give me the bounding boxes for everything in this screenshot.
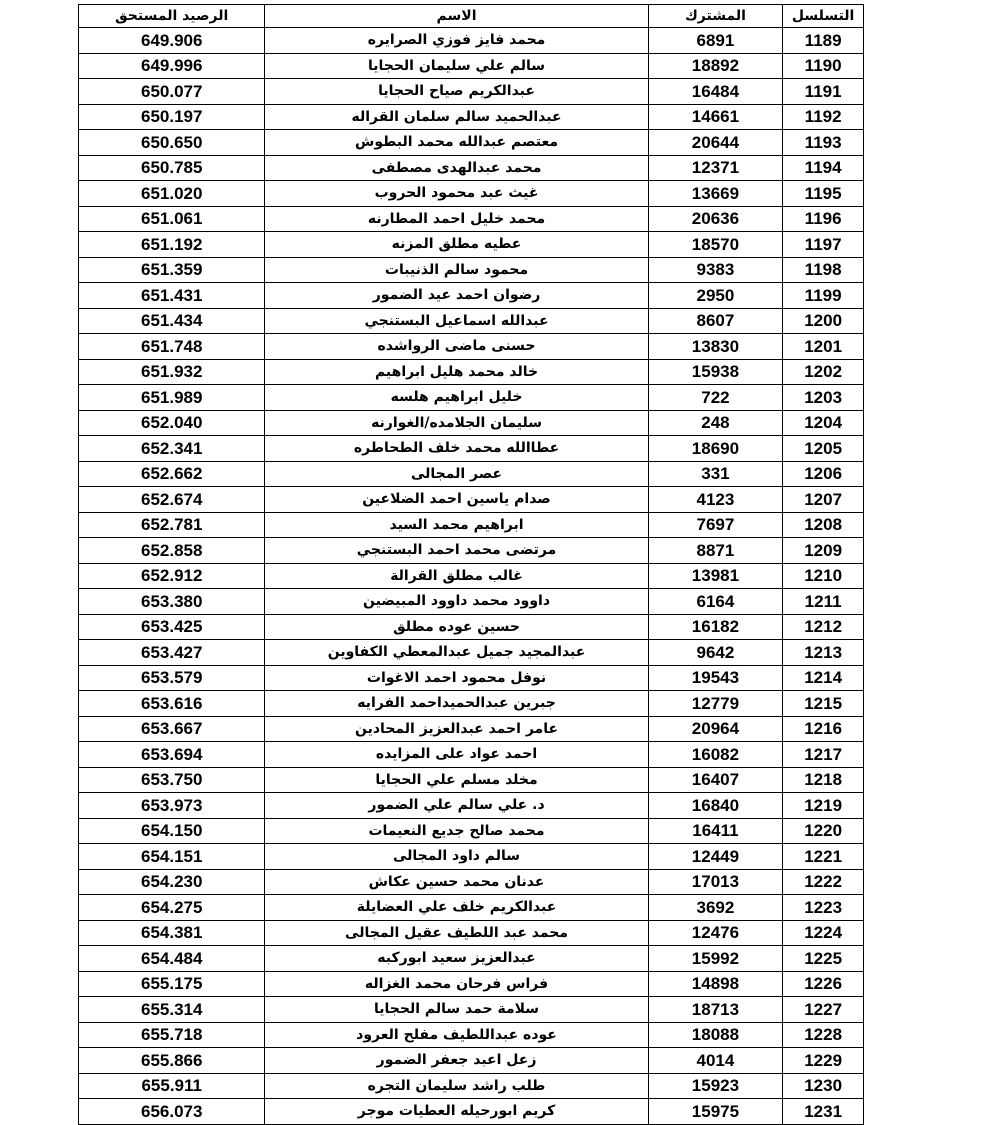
cell-name: كريم ابورحيله العطيات موجر <box>265 1099 648 1125</box>
cell-balance-due: 650.077 <box>79 79 265 105</box>
cell-balance-due: 652.781 <box>79 512 265 538</box>
cell-subscriber: 12779 <box>648 691 783 717</box>
table-row <box>79 257 864 283</box>
cell-sequence: 1228 <box>783 1022 864 1048</box>
cell-sequence: 1226 <box>783 971 864 997</box>
cell-name: غالب مطلق القرالة <box>265 563 648 589</box>
cell-balance-due: 653.579 <box>79 665 265 691</box>
table-row <box>79 716 864 742</box>
cell-balance-due: 653.425 <box>79 614 265 640</box>
cell-subscriber: 6891 <box>648 28 783 54</box>
cell-name: سليمان الجلامده/الغوارنه <box>265 410 648 436</box>
cell-subscriber: 20964 <box>648 716 783 742</box>
cell-subscriber: 15992 <box>648 946 783 972</box>
cell-balance-due: 649.996 <box>79 53 265 79</box>
cell-sequence: 1189 <box>783 28 864 54</box>
cell-sequence: 1191 <box>783 79 864 105</box>
cell-sequence: 1211 <box>783 589 864 615</box>
cell-balance-due: 653.380 <box>79 589 265 615</box>
cell-subscriber: 13669 <box>648 181 783 207</box>
cell-balance-due: 652.674 <box>79 487 265 513</box>
cell-sequence: 1208 <box>783 512 864 538</box>
cell-balance-due: 649.906 <box>79 28 265 54</box>
cell-balance-due: 652.662 <box>79 461 265 487</box>
cell-sequence: 1222 <box>783 869 864 895</box>
cell-balance-due: 654.381 <box>79 920 265 946</box>
table-row <box>79 130 864 156</box>
cell-balance-due: 652.040 <box>79 410 265 436</box>
cell-balance-due: 650.197 <box>79 104 265 130</box>
cell-sequence: 1198 <box>783 257 864 283</box>
cell-sequence: 1206 <box>783 461 864 487</box>
cell-balance-due: 651.989 <box>79 385 265 411</box>
cell-subscriber: 4123 <box>648 487 783 513</box>
cell-balance-due: 656.073 <box>79 1099 265 1125</box>
table-row <box>79 691 864 717</box>
balances-table <box>78 4 864 1125</box>
cell-name: غيث عبد محمود الحروب <box>265 181 648 207</box>
header-name: الاسم <box>265 5 648 28</box>
table-row <box>79 79 864 105</box>
cell-subscriber: 12371 <box>648 155 783 181</box>
cell-balance-due: 651.061 <box>79 206 265 232</box>
cell-balance-due: 652.341 <box>79 436 265 462</box>
cell-sequence: 1204 <box>783 410 864 436</box>
cell-sequence: 1207 <box>783 487 864 513</box>
table-body <box>79 28 864 1125</box>
table-row <box>79 920 864 946</box>
cell-balance-due: 651.932 <box>79 359 265 385</box>
cell-sequence: 1209 <box>783 538 864 564</box>
cell-name: عبدالعزيز سعيد ابوركبه <box>265 946 648 972</box>
cell-name: عصر المجالى <box>265 461 648 487</box>
cell-name: عدنان محمد حسين عكاش <box>265 869 648 895</box>
cell-subscriber: 15938 <box>648 359 783 385</box>
cell-subscriber: 9383 <box>648 257 783 283</box>
cell-subscriber: 15975 <box>648 1099 783 1125</box>
cell-balance-due: 655.911 <box>79 1073 265 1099</box>
table-row <box>79 359 864 385</box>
cell-sequence: 1220 <box>783 818 864 844</box>
table-row <box>79 971 864 997</box>
cell-subscriber: 20636 <box>648 206 783 232</box>
cell-sequence: 1201 <box>783 334 864 360</box>
cell-sequence: 1197 <box>783 232 864 258</box>
table-row <box>79 53 864 79</box>
cell-subscriber: 7697 <box>648 512 783 538</box>
cell-balance-due: 651.431 <box>79 283 265 309</box>
cell-sequence: 1193 <box>783 130 864 156</box>
cell-subscriber: 12476 <box>648 920 783 946</box>
cell-name: حسنى ماضى الرواشده <box>265 334 648 360</box>
cell-sequence: 1227 <box>783 997 864 1023</box>
cell-name: عطيه مطلق المزنه <box>265 232 648 258</box>
table-row <box>79 410 864 436</box>
cell-subscriber: 18088 <box>648 1022 783 1048</box>
cell-sequence: 1216 <box>783 716 864 742</box>
cell-sequence: 1194 <box>783 155 864 181</box>
cell-subscriber: 18713 <box>648 997 783 1023</box>
table-row <box>79 206 864 232</box>
cell-sequence: 1212 <box>783 614 864 640</box>
header-row <box>79 5 864 28</box>
cell-subscriber: 15923 <box>648 1073 783 1099</box>
cell-subscriber: 16484 <box>648 79 783 105</box>
cell-balance-due: 653.616 <box>79 691 265 717</box>
cell-subscriber: 16182 <box>648 614 783 640</box>
cell-name: محمد عبدالهدى مصطفى <box>265 155 648 181</box>
cell-name: عبدالمجيد جميل عبدالمعطي الكفاوين <box>265 640 648 666</box>
cell-balance-due: 650.650 <box>79 130 265 156</box>
table-row <box>79 793 864 819</box>
cell-sequence: 1221 <box>783 844 864 870</box>
cell-subscriber: 18690 <box>648 436 783 462</box>
table-row <box>79 665 864 691</box>
table-row <box>79 1099 864 1125</box>
cell-subscriber: 2950 <box>648 283 783 309</box>
table-row <box>79 28 864 54</box>
cell-balance-due: 653.694 <box>79 742 265 768</box>
cell-name: داوود محمد داوود المبيضين <box>265 589 648 615</box>
cell-name: معتصم عبدالله محمد البطوش <box>265 130 648 156</box>
table-row <box>79 308 864 334</box>
cell-sequence: 1223 <box>783 895 864 921</box>
header-sequence: التسلسل <box>783 5 864 28</box>
cell-subscriber: 722 <box>648 385 783 411</box>
table-row <box>79 181 864 207</box>
cell-name: زعل اعبد جعفر الضمور <box>265 1048 648 1074</box>
cell-subscriber: 14898 <box>648 971 783 997</box>
table-row <box>79 640 864 666</box>
cell-name: احمد عواد على المزايده <box>265 742 648 768</box>
table-row <box>79 385 864 411</box>
cell-balance-due: 652.858 <box>79 538 265 564</box>
cell-balance-due: 653.750 <box>79 767 265 793</box>
cell-name: عبدالحميد سالم سلمان القراله <box>265 104 648 130</box>
cell-sequence: 1217 <box>783 742 864 768</box>
cell-name: صدام ياسين احمد الضلاعين <box>265 487 648 513</box>
table-row <box>79 997 864 1023</box>
cell-balance-due: 653.427 <box>79 640 265 666</box>
cell-balance-due: 650.785 <box>79 155 265 181</box>
table-header <box>79 5 864 28</box>
cell-sequence: 1192 <box>783 104 864 130</box>
cell-name: محمد خليل احمد المطارنه <box>265 206 648 232</box>
cell-name: محمود سالم الذنيبات <box>265 257 648 283</box>
cell-sequence: 1200 <box>783 308 864 334</box>
cell-sequence: 1229 <box>783 1048 864 1074</box>
cell-sequence: 1214 <box>783 665 864 691</box>
cell-subscriber: 3692 <box>648 895 783 921</box>
cell-name: مخلد مسلم علي الحجايا <box>265 767 648 793</box>
cell-sequence: 1213 <box>783 640 864 666</box>
cell-sequence: 1218 <box>783 767 864 793</box>
cell-name: ابراهيم محمد السيد <box>265 512 648 538</box>
cell-subscriber: 16082 <box>648 742 783 768</box>
cell-name: عطاالله محمد خلف الطحاطره <box>265 436 648 462</box>
table-row <box>79 946 864 972</box>
cell-sequence: 1230 <box>783 1073 864 1099</box>
cell-sequence: 1224 <box>783 920 864 946</box>
cell-subscriber: 16411 <box>648 818 783 844</box>
table-row <box>79 767 864 793</box>
cell-balance-due: 655.175 <box>79 971 265 997</box>
cell-balance-due: 655.866 <box>79 1048 265 1074</box>
cell-subscriber: 20644 <box>648 130 783 156</box>
table-row <box>79 895 864 921</box>
cell-sequence: 1219 <box>783 793 864 819</box>
table-row <box>79 436 864 462</box>
cell-balance-due: 652.912 <box>79 563 265 589</box>
cell-subscriber: 18892 <box>648 53 783 79</box>
table-row <box>79 232 864 258</box>
cell-name: خليل ابراهيم هلسه <box>265 385 648 411</box>
cell-name: طلب راشد سليمان التجره <box>265 1073 648 1099</box>
cell-sequence: 1190 <box>783 53 864 79</box>
cell-name: عامر احمد عبدالعزيز المحادين <box>265 716 648 742</box>
cell-balance-due: 654.151 <box>79 844 265 870</box>
cell-subscriber: 4014 <box>648 1048 783 1074</box>
cell-name: عبدالله اسماعيل البستنجي <box>265 308 648 334</box>
cell-sequence: 1196 <box>783 206 864 232</box>
table-row <box>79 283 864 309</box>
cell-name: خالد محمد هليل ابراهيم <box>265 359 648 385</box>
cell-name: عبدالكريم صياح الحجايا <box>265 79 648 105</box>
cell-balance-due: 651.192 <box>79 232 265 258</box>
table-row <box>79 538 864 564</box>
cell-name: سالم علي سليمان الحجايا <box>265 53 648 79</box>
table-row <box>79 334 864 360</box>
table-row <box>79 487 864 513</box>
cell-subscriber: 13830 <box>648 334 783 360</box>
cell-sequence: 1202 <box>783 359 864 385</box>
cell-name: جبرين عبدالحميداحمد الفرايه <box>265 691 648 717</box>
cell-balance-due: 655.718 <box>79 1022 265 1048</box>
cell-subscriber: 18570 <box>648 232 783 258</box>
cell-balance-due: 654.150 <box>79 818 265 844</box>
cell-subscriber: 12449 <box>648 844 783 870</box>
cell-name: محمد فايز فوزي الصرايره <box>265 28 648 54</box>
cell-name: سالم داود المجالى <box>265 844 648 870</box>
table-row <box>79 869 864 895</box>
cell-subscriber: 19543 <box>648 665 783 691</box>
cell-name: رضوان احمد عيد الضمور <box>265 283 648 309</box>
cell-subscriber: 8871 <box>648 538 783 564</box>
cell-balance-due: 651.434 <box>79 308 265 334</box>
cell-subscriber: 14661 <box>648 104 783 130</box>
cell-name: محمد صالح جديع النعيمات <box>265 818 648 844</box>
cell-name: سلامة حمد سالم الحجايا <box>265 997 648 1023</box>
cell-name: نوفل محمود احمد الاغوات <box>265 665 648 691</box>
header-subscriber: المشترك <box>648 5 783 28</box>
cell-name: حسين عوده مطلق <box>265 614 648 640</box>
table-row <box>79 742 864 768</box>
cell-sequence: 1203 <box>783 385 864 411</box>
cell-subscriber: 16407 <box>648 767 783 793</box>
cell-sequence: 1205 <box>783 436 864 462</box>
cell-name: عوده عبداللطيف مفلح العرود <box>265 1022 648 1048</box>
cell-subscriber: 331 <box>648 461 783 487</box>
cell-balance-due: 654.484 <box>79 946 265 972</box>
table-row <box>79 461 864 487</box>
table-row <box>79 1022 864 1048</box>
cell-name: عبدالكريم خلف علي العضايلة <box>265 895 648 921</box>
cell-balance-due: 654.230 <box>79 869 265 895</box>
cell-sequence: 1199 <box>783 283 864 309</box>
table-row <box>79 1048 864 1074</box>
cell-sequence: 1195 <box>783 181 864 207</box>
table-row <box>79 563 864 589</box>
cell-balance-due: 654.275 <box>79 895 265 921</box>
table-row <box>79 614 864 640</box>
table-row <box>79 589 864 615</box>
cell-subscriber: 6164 <box>648 589 783 615</box>
cell-name: مرتضى محمد احمد البستنجي <box>265 538 648 564</box>
table-row <box>79 155 864 181</box>
cell-balance-due: 651.359 <box>79 257 265 283</box>
cell-subscriber: 16840 <box>648 793 783 819</box>
table-row <box>79 844 864 870</box>
table-row <box>79 818 864 844</box>
cell-subscriber: 17013 <box>648 869 783 895</box>
table-row <box>79 1073 864 1099</box>
cell-sequence: 1215 <box>783 691 864 717</box>
cell-balance-due: 651.748 <box>79 334 265 360</box>
table-row <box>79 512 864 538</box>
cell-name: فراس فرحان محمد الغزاله <box>265 971 648 997</box>
cell-name: د. علي سالم علي الضمور <box>265 793 648 819</box>
header-balance-due: الرصيد المستحق <box>79 5 265 28</box>
cell-subscriber: 13981 <box>648 563 783 589</box>
cell-sequence: 1225 <box>783 946 864 972</box>
cell-balance-due: 651.020 <box>79 181 265 207</box>
table-row <box>79 104 864 130</box>
cell-subscriber: 8607 <box>648 308 783 334</box>
cell-name: محمد عبد اللطيف عقيل المجالى <box>265 920 648 946</box>
cell-subscriber: 9642 <box>648 640 783 666</box>
cell-balance-due: 655.314 <box>79 997 265 1023</box>
cell-subscriber: 248 <box>648 410 783 436</box>
cell-sequence: 1231 <box>783 1099 864 1125</box>
cell-balance-due: 653.667 <box>79 716 265 742</box>
cell-balance-due: 653.973 <box>79 793 265 819</box>
cell-sequence: 1210 <box>783 563 864 589</box>
